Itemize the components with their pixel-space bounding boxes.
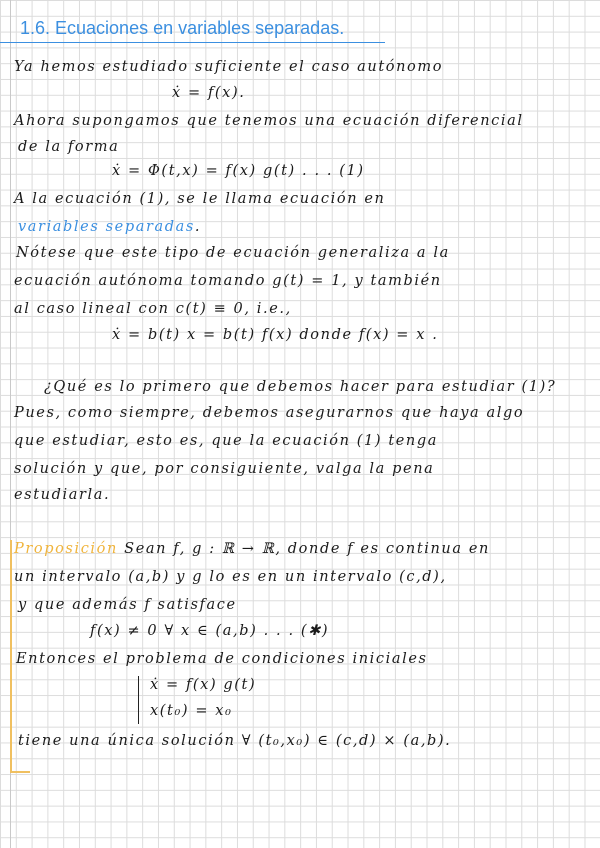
proposition-line-3: y que además f satisface (18, 597, 237, 613)
proposition-statement: Sean f, g : ℝ → ℝ, donde f es continua en (124, 541, 490, 557)
term-period: . (194, 219, 202, 235)
paragraph3-line-4: solución y que, por consiguiente, valga la pena (14, 461, 435, 477)
proposition-label: Proposición (14, 541, 118, 557)
proposition-condition: f(x) ≠ 0 ∀ x ∈ (a,b) . . . (✱) (90, 623, 330, 639)
paragraph3-line-3: que estudiar, esto es, que la ecuación (1) tenga (14, 433, 438, 449)
proposition-line-5: Entonces el problema de condiciones iniciales (16, 651, 428, 667)
intro-line-1: Ya hemos estudiado suficiente el caso autónomo (14, 59, 444, 75)
paragraph1-line-2: de la forma (18, 139, 120, 155)
paragraph3-line-2: Pues, como siempre, debemos asegurarnos que haya algo (14, 405, 525, 421)
title-underline (0, 42, 385, 43)
ivp-equation: ẋ = f(x) g(t) (150, 677, 257, 693)
system-brace (138, 676, 145, 724)
paragraph2-line-1: Nótese que este tipo de ecuación generaliza a la (16, 245, 450, 261)
proposition-bracket (10, 540, 12, 772)
paragraph1-line-1: Ahora supongamos que tenemos una ecuación diferencial (14, 113, 524, 129)
paragraph3-line-5: estudiarla. (14, 487, 111, 503)
proposition-conclusion: tiene una única solución ∀ (t₀,x₀) ∈ (c,d) × (a,b). (18, 733, 452, 749)
paragraph1-line-3: A la ecuación (1), se le llama ecuación en (14, 191, 386, 207)
section-title: 1.6. Ecuaciones en variables separadas. (20, 18, 345, 38)
highlighted-term: variables separadas (18, 219, 195, 235)
paragraph3-line-1: ¿Qué es lo primero que debemos hacer para estudiar (1)? (44, 379, 557, 395)
ivp-initial-condition: x(t₀) = x₀ (150, 703, 233, 719)
paragraph1-term-line (18, 220, 201, 235)
paragraph2-line-3: al caso lineal con c(t) ≡ 0, i.e., (14, 301, 292, 317)
paragraph2-line-2: ecuación autónoma tomando g(t) = 1, y también (14, 273, 442, 289)
paragraph2-equation: ẋ = b(t) x = b(t) f(x) donde f(x) = x . (112, 327, 439, 343)
proposition-line-2: un intervalo (a,b) y g lo es en un intervalo (c,d), (14, 569, 447, 585)
intro-equation: ẋ = f(x). (172, 85, 246, 101)
proposition-bracket-foot (10, 771, 30, 773)
proposition-line-1 (14, 542, 490, 557)
paragraph1-equation: ẋ = Φ(t,x) = f(x) g(t) . . . (1) (112, 163, 365, 179)
